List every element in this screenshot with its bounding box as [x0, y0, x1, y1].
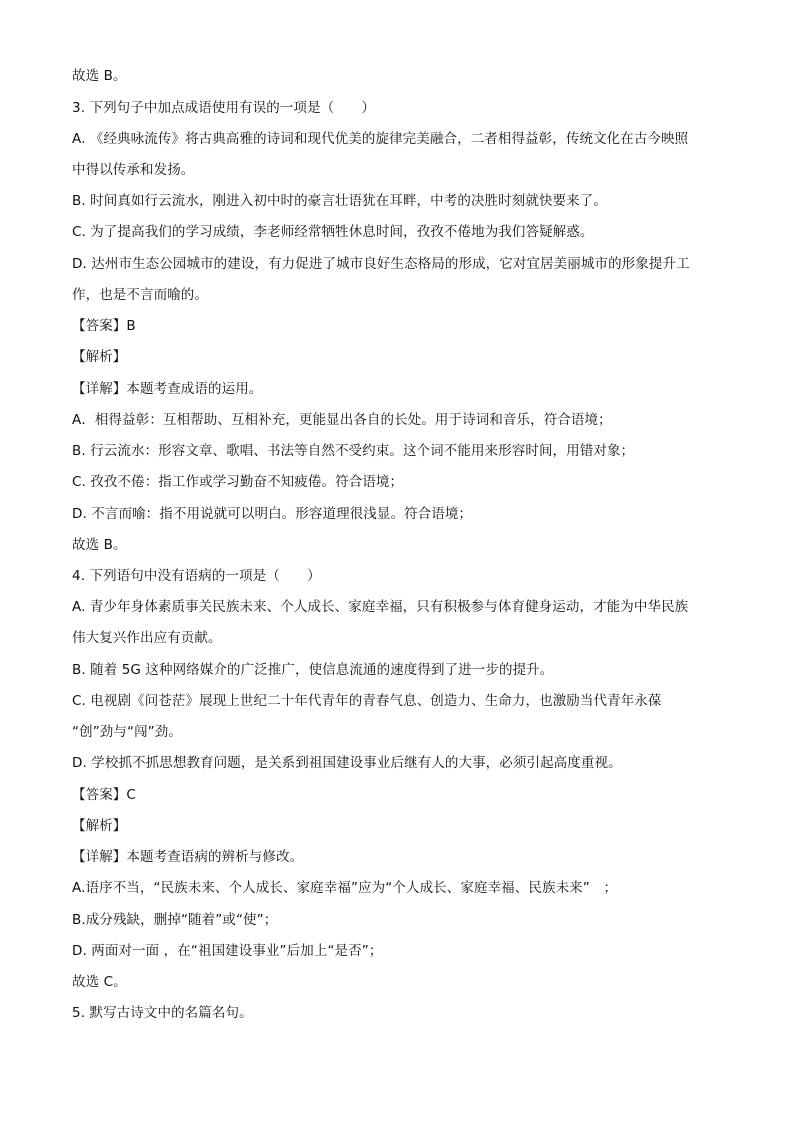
- option-d: D. 学校抓不抓思想教育问题，是关系到祖国建设事业后继有人的大事，必须引起高度重视。: [72, 755, 622, 771]
- detail-label: 【详解】本题考查成语的运用。: [72, 381, 263, 397]
- analysis-label: 【解析】: [72, 349, 127, 365]
- option-c: C. 电视剧《问苍茫》展现上世纪二十年代青年的青春气息、创造力、生命力，也激励当代青年永葆: [72, 693, 662, 709]
- detail-line: A．相得益彰：互相帮助、互相补充，更能显出各自的长处。用于诗词和音乐，符合语境；: [72, 412, 612, 428]
- detail-label: 【详解】本题考查语病的辨析与修改。: [72, 849, 304, 865]
- detail-line: C. 孜孜不倦：指工作或学习勤奋不知疲倦。符合语境；: [72, 474, 404, 490]
- option-b: B. 随着 5G 这种网络媒介的广泛推广，使信息流通的速度得到了进一步的提升。: [72, 662, 554, 678]
- analysis-label: 【解析】: [72, 818, 127, 834]
- option-d: D. 达州市生态公园城市的建设，有力促进了城市良好生态格局的形成，它对宜居美丽城市的形象提升工: [72, 256, 690, 272]
- question-3-stem: 3. 下列句子中加点成语使用有误的一项是（ ）: [72, 100, 376, 116]
- text-line: 故选 B。: [72, 537, 127, 553]
- option-a-cont: 伟大复兴作出应有贡献。: [72, 630, 222, 646]
- detail-line: B.成分残缺，删掉“随着”或“使”；: [72, 912, 278, 928]
- answer-label: 【答案】C: [72, 787, 136, 803]
- detail-line: D. 两面对一面 ，在“祖国建设事业”后加上“是否”；: [72, 943, 383, 959]
- option-c: C. 为了提高我们的学习成绩，李老师经常牺牲休息时间，孜孜不倦地为我们答疑解惑。: [72, 224, 594, 240]
- text-line: 故选 B。: [72, 68, 127, 84]
- option-c-cont: “创”劲与“闯”劲。: [72, 724, 182, 740]
- option-a-cont: 中得以传承和发扬。: [72, 162, 195, 178]
- detail-line: A.语序不当，“民族未来、个人成长、家庭幸福”应为“个人成长、家庭幸福、民族未来” ；: [72, 880, 618, 896]
- text-line: 故选 C。: [72, 974, 127, 990]
- option-a: A. 青少年身体素质事关民族未来、个人成长、家庭幸福，只有积极参与体育健身运动，才能为中华民族: [72, 599, 689, 615]
- answer-label: 【答案】B: [72, 318, 136, 334]
- question-5-stem: 5. 默写古诗文中的名篇名句。: [72, 1005, 253, 1021]
- option-b: B. 时间真如行云流水，刚进入初中时的豪言壮语犹在耳畔，中考的决胜时刻就快要来了。: [72, 193, 607, 209]
- detail-line: D. 不言而喻：指不用说就可以明白。形容道理很浅显。符合语境；: [72, 506, 473, 522]
- option-d-cont: 作，也是不言而喻的。: [72, 287, 208, 303]
- question-4-stem: 4. 下列语句中没有语病的一项是（ ）: [72, 568, 321, 584]
- option-a: A. 《经典咏流传》将古典高雅的诗词和现代优美的旋律完美融合，二者相得益彰，传统文化在古今映照: [72, 131, 689, 147]
- detail-line: B. 行云流水：形容文章、歌唱、书法等自然不受约束。这个词不能用来形容时间，用错对象；: [72, 443, 635, 459]
